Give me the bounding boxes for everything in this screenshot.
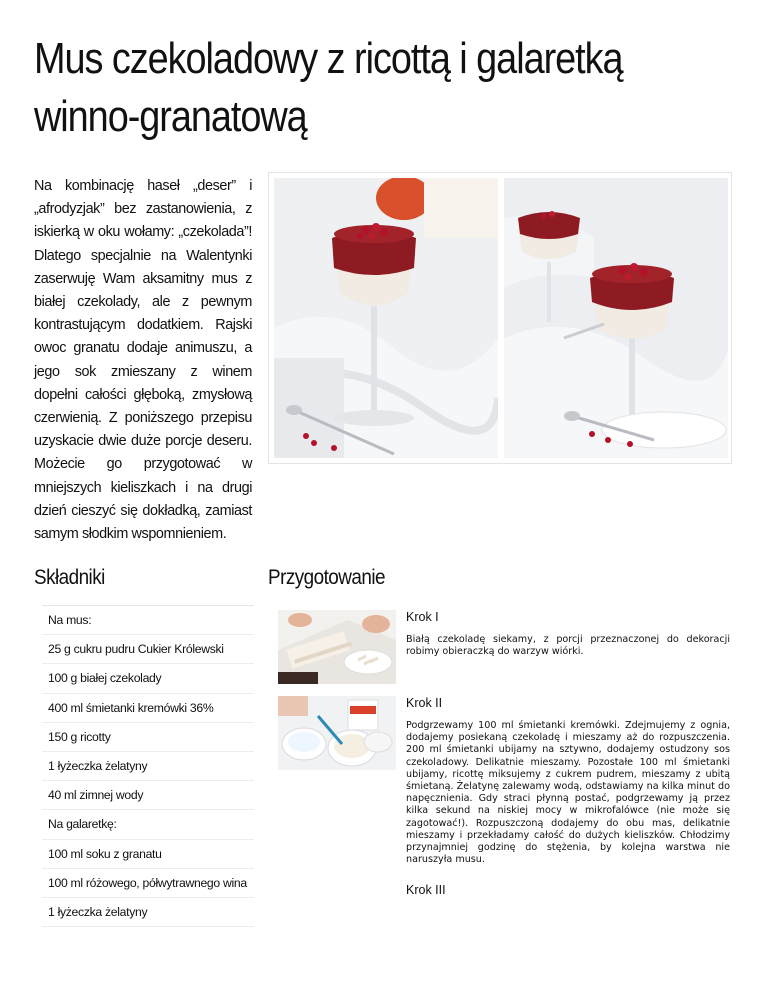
- ingredients-heading: Składniki: [34, 566, 105, 589]
- ingredients-list: [42, 605, 254, 927]
- ingredient-item: 25 g cukru pudru Cukier Królewski: [42, 635, 254, 664]
- preparation-heading: Przygotowanie: [268, 566, 385, 589]
- step-2-photo: [278, 696, 396, 770]
- step-2-title: Krok II: [406, 696, 443, 710]
- ingredient-item: 100 ml soku z granatu: [42, 840, 254, 869]
- step-1-title: Krok I: [406, 610, 439, 624]
- ingredient-item: 100 ml różowego, półwytrawnego wina: [42, 869, 254, 898]
- intro-paragraph: Na kombinację haseł „deser” i „afrodyzjak” bez zastanowienia, z iskierką w oku wołamy: „czekolada”! Dlatego specjalnie na Walentynki zaserwuję Wam aksamitny mus z białej czekolady, ale z pewnym kontrastującym dodatkiem. Rajski owoc granatu dodaje animuszu, a jego sok zmieszany z winem dopełni całości głęboką, zmysłową czerwienią. Z poniższego przepisu uzyskacie dwie duże porcje deseru. Możecie go przygotować w mniejszych kieliszkach i na drugi dzień cieszyć się dokładką, zamiast samym słodkim wspomnieniem.: [34, 178, 252, 543]
- step-1-text: Białą czekoladę siekamy, z porcji przeznaczonej do dekoracji robimy obieraczką do warzyw wiórki.: [406, 634, 730, 658]
- ingredient-item: 150 g ricotty: [42, 723, 254, 752]
- step-2-text: Podgrzewamy 100 ml śmietanki kremówki. Zdejmujemy z ognia, dodajemy posiekaną czekoladę i mieszamy aż do rozpuszczenia. 200 ml śmietanki ubijamy na sztywno, dodajemy ostudzony sos czekoladowy. Delikatnie mieszamy. Pozostałe 100 ml śmietanki ubijamy, ricottę miksujemy z cukrem pudrem, mieszamy z ubitą śmietaną. Żelatynę zalewamy wodą, odstawiamy na kilka minut do napęcznienia. Gdy straci płynną postać, podgrzewamy ją przez kilka sekund na niskiej mocy w mikrofalówce (nie może się zagotować!). Rozpuszczoną dodajemy do obu mas, delikatnie mieszamy i przekładamy całość do dużych kieliszków. Chłodzimy przynajmniej godzinę do stężenia, by kolejna warstwa nie naruszyła musu.: [406, 720, 730, 866]
- page-title: Mus czekoladowy z ricottą i galaretką winno-granatową: [34, 34, 623, 141]
- dessert-photo-right: [504, 178, 728, 458]
- dessert-photo-left: [274, 178, 498, 458]
- ingredient-item: 400 ml śmietanki kremówki 36%: [42, 694, 254, 723]
- ingredient-item: Na mus:: [42, 606, 254, 635]
- dessert-photo-gallery: [268, 172, 732, 464]
- ingredient-item: 1 łyżeczka żelatyny: [42, 898, 254, 927]
- ingredient-item: 1 łyżeczka żelatyny: [42, 752, 254, 781]
- ingredient-item: 40 ml zimnej wody: [42, 781, 254, 810]
- step-1-photo: [278, 610, 396, 684]
- ingredient-item: Na galaretkę:: [42, 810, 254, 839]
- ingredient-item: 100 g białej czekolady: [42, 664, 254, 693]
- step-3-title: Krok III: [406, 883, 446, 897]
